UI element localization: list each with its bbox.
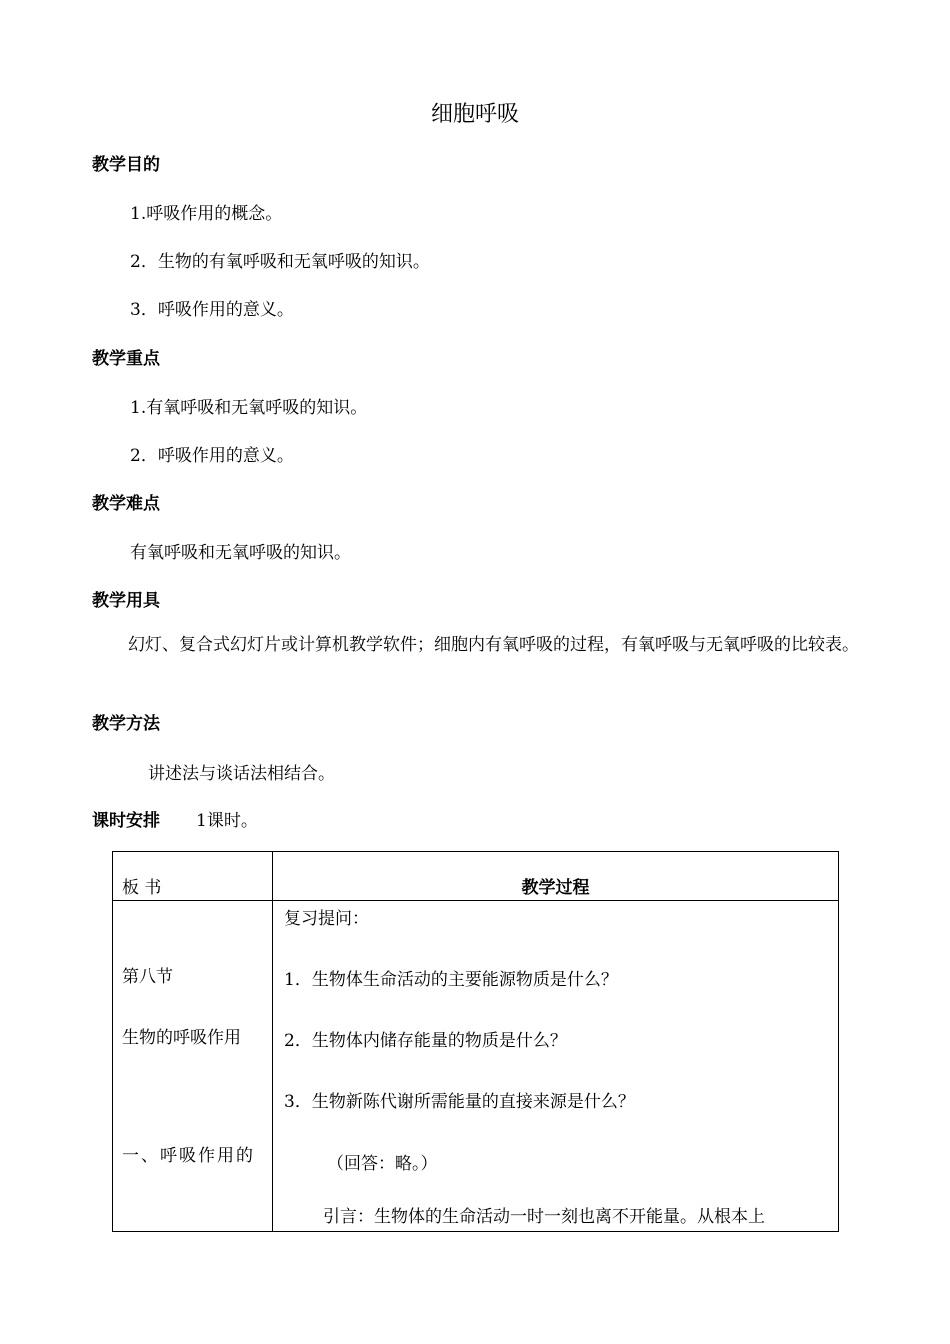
methods-text: 讲述法与谈话法相结合。 xyxy=(148,764,335,784)
board-line-chapter: 生物的呼吸作用 xyxy=(122,1028,241,1048)
schedule-heading: 课时安排 xyxy=(92,811,160,831)
objective-item-2: 2．生物的有氧呼吸和无氧呼吸的知识。 xyxy=(130,252,430,272)
tools-text: 幻灯、复合式幻灯片或计算机教学软件；细胞内有氧呼吸的过程，有氧呼吸与无氧呼吸的比较表。 xyxy=(128,635,859,655)
process-line-intro: 引言：生物体的生命活动一时一刻也离不开能量。从根本上 xyxy=(323,1207,765,1227)
schedule-value: 1课时。 xyxy=(196,811,258,831)
process-line-question-3: 3．生物新陈代谢所需能量的直接来源是什么？ xyxy=(284,1092,635,1112)
table-body-row xyxy=(113,901,839,1232)
table-header-row xyxy=(113,852,839,901)
board-line-subtitle: 一、呼吸作用的 xyxy=(122,1146,255,1166)
process-line-question-2: 2．生物体内储存能量的物质是什么？ xyxy=(284,1031,567,1051)
tools-heading: 教学用具 xyxy=(92,591,160,611)
process-header-cell xyxy=(273,852,839,901)
board-cell xyxy=(113,901,273,1232)
key-points-heading: 教学重点 xyxy=(92,349,160,369)
difficulties-text: 有氧呼吸和无氧呼吸的知识。 xyxy=(130,543,351,563)
process-line-question-1: 1．生物体生命活动的主要能源物质是什么？ xyxy=(284,970,618,990)
board-header-label: 板 书 xyxy=(122,878,162,898)
difficulties-heading: 教学难点 xyxy=(92,494,160,514)
board-header-cell xyxy=(113,852,273,901)
process-line-review: 复习提问： xyxy=(284,909,369,929)
objective-item-1: 1.呼吸作用的概念。 xyxy=(130,204,283,224)
lesson-table xyxy=(112,851,839,1232)
objectives-heading: 教学目的 xyxy=(92,155,160,175)
key-point-item-1: 1.有氧呼吸和无氧呼吸的知识。 xyxy=(130,398,368,418)
document-title: 细胞呼吸 xyxy=(430,102,519,127)
process-line-answer: （回答：略。） xyxy=(327,1154,438,1174)
objective-item-3: 3．呼吸作用的意义。 xyxy=(130,300,294,320)
process-header-label: 教学过程 xyxy=(521,878,590,898)
process-cell xyxy=(273,901,839,1232)
methods-heading: 教学方法 xyxy=(92,714,160,734)
key-point-item-2: 2．呼吸作用的意义。 xyxy=(130,446,294,466)
board-line-section: 第八节 xyxy=(122,967,173,987)
